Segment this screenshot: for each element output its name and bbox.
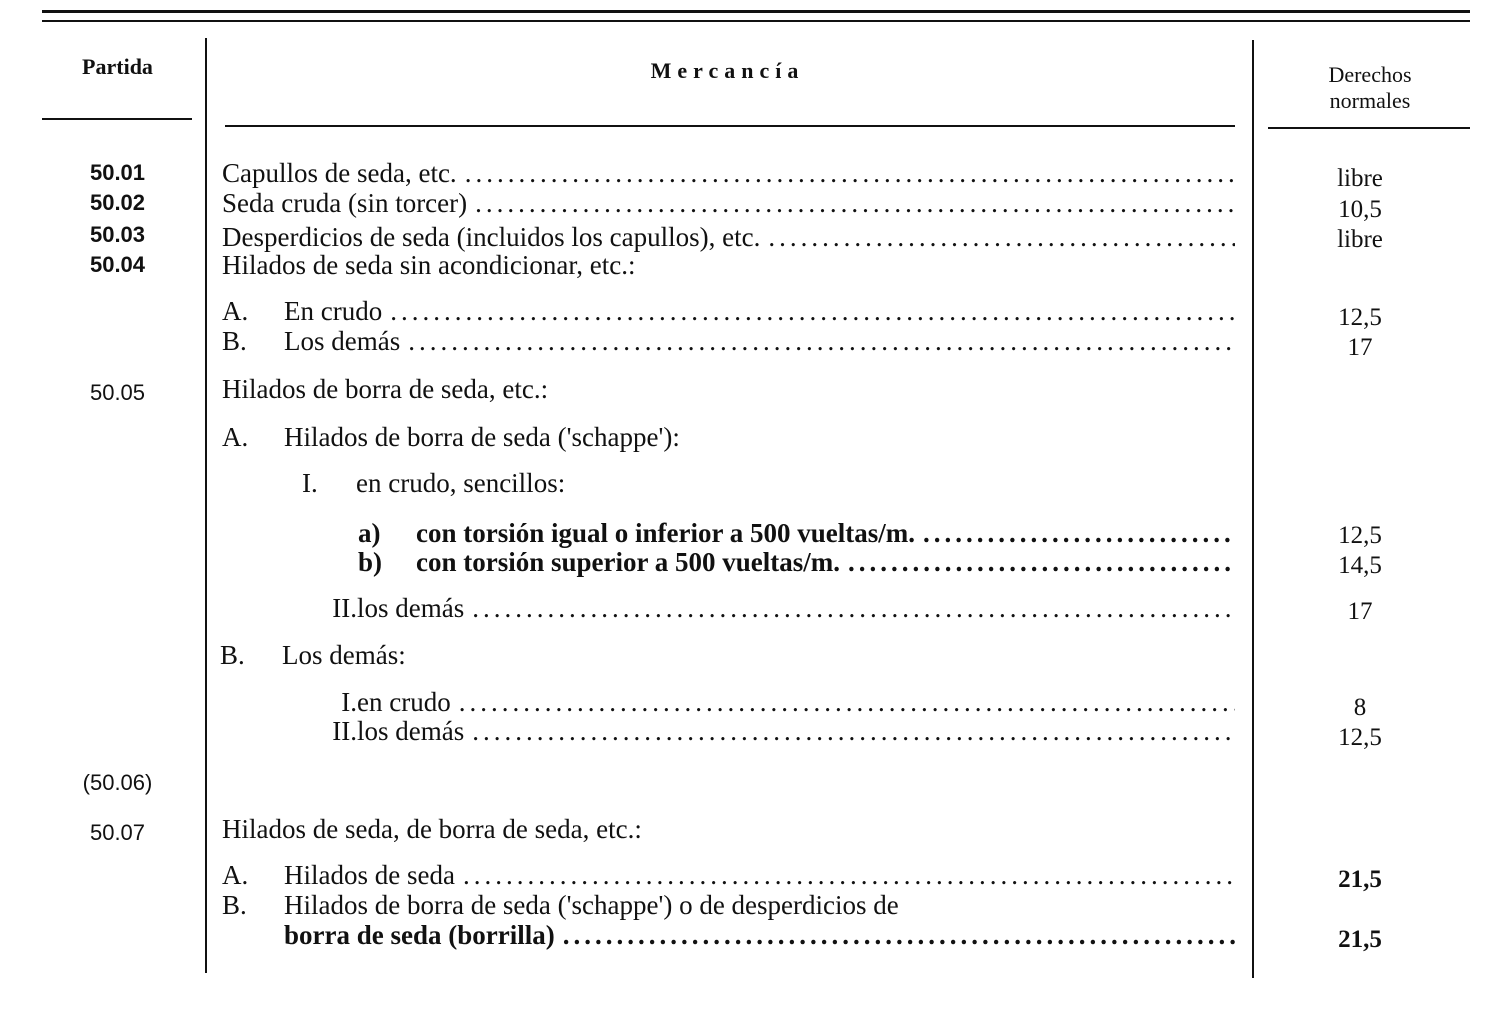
top-rule bbox=[42, 10, 1470, 13]
duty-rate: 8 bbox=[1353, 694, 1367, 721]
tariff-code: (50.06) bbox=[82, 770, 153, 795]
item-label-text: Hilados de borra de seda ('schappe') o de desperdicios de bbox=[284, 890, 899, 920]
tariff-code: 50.04 bbox=[89, 252, 146, 277]
header-partida: Partida bbox=[82, 54, 153, 79]
item-desc bbox=[222, 860, 1235, 890]
item-text bbox=[358, 547, 840, 577]
item-label: A. bbox=[222, 296, 249, 326]
item-desc bbox=[222, 188, 1235, 218]
item-label-text: en crudo bbox=[357, 687, 451, 717]
item-label-text: con torsión superior a 500 vueltas/m. bbox=[416, 547, 840, 577]
item-label-text: los demás bbox=[357, 593, 465, 623]
item-desc bbox=[222, 158, 1235, 188]
header-derechos bbox=[1270, 62, 1470, 114]
item-label: B. bbox=[222, 890, 247, 920]
header-rule-mercancia bbox=[225, 125, 1235, 127]
item-heading bbox=[220, 640, 406, 670]
item-label-text: en crudo, sencillos: bbox=[356, 468, 566, 498]
dot-leader bbox=[390, 296, 1235, 326]
item-desc bbox=[285, 716, 1235, 746]
item-text: Desperdicios de seda (incluidos los capullos), etc. bbox=[222, 222, 761, 252]
item-label: b) bbox=[358, 547, 383, 577]
item-text: Capullos de seda, etc. bbox=[222, 158, 457, 188]
item-desc bbox=[285, 593, 1235, 623]
item-label-text: con torsión igual o inferior a 500 vueltas/m. bbox=[416, 518, 915, 548]
item-heading bbox=[302, 468, 565, 498]
item-label: a) bbox=[358, 518, 381, 548]
header-rule-derechos bbox=[1268, 127, 1470, 129]
item-label-text: Hilados de seda bbox=[284, 860, 455, 890]
dot-leader bbox=[923, 518, 1235, 548]
column-divider-right bbox=[1252, 40, 1254, 978]
duty-rate: 12,5 bbox=[1338, 724, 1382, 751]
item-text bbox=[285, 593, 464, 623]
header-rule-partida bbox=[42, 118, 192, 120]
duty-rate: 12,5 bbox=[1338, 522, 1382, 549]
item-heading: Hilados de borra de seda, etc.: bbox=[222, 374, 549, 404]
top-rule-inner bbox=[42, 20, 1470, 22]
item-text bbox=[358, 518, 915, 548]
item-label: II. bbox=[332, 593, 357, 623]
item-label-text: Hilados de borra de seda ('schappe'): bbox=[284, 422, 680, 452]
dot-leader bbox=[563, 920, 1235, 950]
item-text bbox=[222, 296, 382, 326]
item-text bbox=[222, 860, 455, 890]
item-text bbox=[222, 326, 400, 356]
item-desc bbox=[285, 687, 1235, 717]
item-label: B. bbox=[222, 326, 247, 356]
item-label: A. bbox=[222, 860, 249, 890]
duty-rate: 17 bbox=[1347, 598, 1373, 625]
dot-leader bbox=[475, 188, 1235, 218]
item-desc bbox=[222, 326, 1235, 356]
dot-leader bbox=[472, 716, 1235, 746]
item-label: B. bbox=[220, 640, 245, 670]
item-desc bbox=[284, 920, 1235, 950]
dot-leader bbox=[463, 860, 1235, 890]
dot-leader bbox=[408, 326, 1235, 356]
item-desc bbox=[358, 547, 1235, 577]
item-label: I. bbox=[302, 468, 318, 498]
item-heading bbox=[222, 890, 899, 920]
item-text bbox=[285, 716, 464, 746]
duty-rate: 12,5 bbox=[1338, 304, 1382, 331]
dot-leader bbox=[848, 547, 1235, 577]
tariff-code: 50.05 bbox=[89, 380, 146, 405]
item-desc bbox=[222, 296, 1235, 326]
item-desc bbox=[222, 222, 1235, 252]
item-desc bbox=[358, 518, 1235, 548]
item-text: Seda cruda (sin torcer) bbox=[222, 188, 468, 218]
dot-leader bbox=[768, 222, 1235, 252]
duty-rate: libre bbox=[1337, 165, 1383, 192]
item-text bbox=[285, 687, 451, 717]
header-mercancia: Mercancía bbox=[650, 58, 805, 83]
dot-leader bbox=[459, 687, 1235, 717]
item-label: A. bbox=[222, 422, 249, 452]
item-label-text: Los demás: bbox=[282, 640, 406, 670]
item-heading: Hilados de seda, de borra de seda, etc.: bbox=[222, 814, 642, 844]
duty-rate: 10,5 bbox=[1338, 196, 1382, 223]
duty-rate: 17 bbox=[1347, 334, 1373, 361]
item-label: I. bbox=[341, 687, 357, 717]
duty-rate: 21,5 bbox=[1338, 926, 1382, 953]
item-heading: Hilados de seda sin acondicionar, etc.: bbox=[222, 250, 636, 280]
tariff-code: 50.07 bbox=[89, 820, 146, 845]
dot-leader bbox=[472, 593, 1235, 623]
duty-rate: 14,5 bbox=[1338, 552, 1382, 579]
item-text: borra de seda (borrilla) bbox=[284, 920, 555, 950]
duty-rate: 21,5 bbox=[1338, 866, 1382, 893]
dot-leader bbox=[465, 158, 1235, 188]
item-label-text: En crudo bbox=[284, 296, 383, 326]
column-divider-left bbox=[205, 38, 207, 973]
item-label-text: los demás bbox=[357, 716, 465, 746]
duty-rate: libre bbox=[1337, 226, 1383, 253]
tariff-code: 50.02 bbox=[89, 190, 146, 215]
item-label: II. bbox=[332, 716, 357, 746]
item-label-text: Los demás bbox=[284, 326, 401, 356]
item-heading bbox=[222, 422, 680, 452]
tariff-code: 50.01 bbox=[89, 160, 146, 185]
header-derechos-text: Derechos normales bbox=[1328, 62, 1412, 113]
tariff-code: 50.03 bbox=[89, 222, 146, 247]
